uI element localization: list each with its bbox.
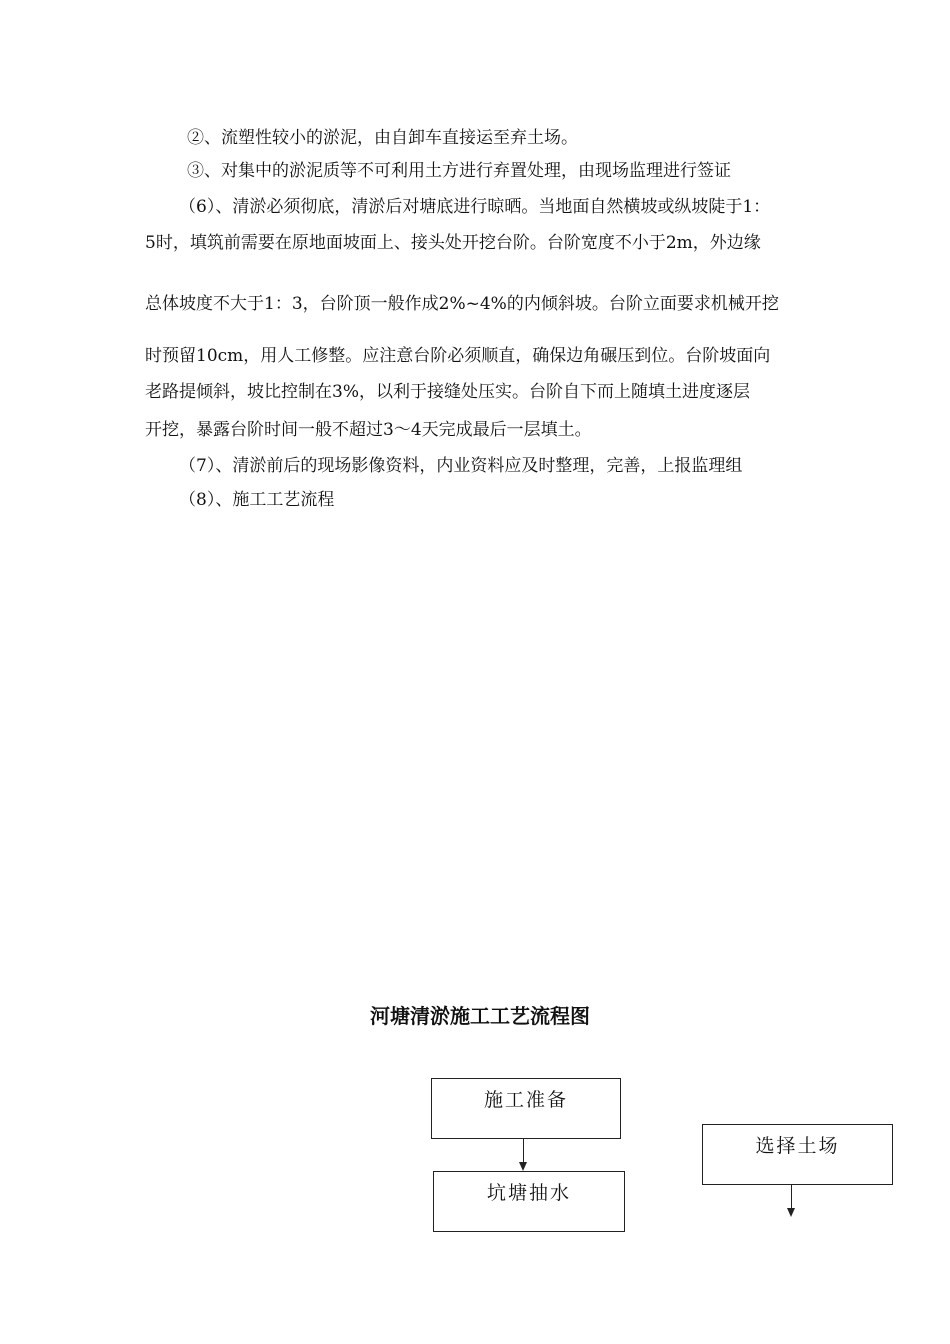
flowchart-title: 河塘清淤施工工艺流程图 (370, 1004, 590, 1028)
paragraph-line-9: （7）、清淤前后的现场影像资料，内业资料应及时整理，完善，上报监理组 (179, 456, 743, 476)
paragraph-line-5: 总体坡度不大于1：3，台阶顶一般作成2%~4%的内倾斜坡。台阶立面要求机械开挖 (145, 294, 779, 314)
paragraph-line-1: ②、流塑性较小的淤泥，由自卸车直接运至弃土场。 (187, 128, 578, 148)
paragraph-line-4: 5时，填筑前需要在原地面坡面上、接头处开挖台阶。台阶宽度不小于2m，外边缘 (145, 233, 761, 253)
flow-step-prepare: 施工准备 (431, 1078, 621, 1139)
flow-step-pump-water: 坑塘抽水 (433, 1171, 625, 1232)
flow-step-select-site: 选择土场 (702, 1124, 893, 1185)
paragraph-line-3: （6）、清淤必须彻底，清淤后对塘底进行晾晒。当地面自然横坡或纵坡陡于1： (179, 197, 771, 217)
paragraph-line-8: 开挖，暴露台阶时间一般不超过3～4天完成最后一层填土。 (145, 420, 592, 440)
paragraph-line-6: 时预留10cm，用人工修整。应注意台阶必须顺直，确保边角碾压到位。台阶坡面向 (145, 346, 771, 366)
flow-connector-1 (523, 1139, 524, 1163)
paragraph-line-2: ③、对集中的淤泥质等不可利用土方进行弃置处理，由现场监理进行签证 (187, 161, 731, 181)
flow-connector-2 (791, 1185, 792, 1209)
paragraph-line-7: 老路提倾斜，坡比控制在3%，以利于接缝处压实。台阶自下而上随填土进度逐层 (145, 382, 750, 402)
arrow-down-icon (519, 1162, 527, 1171)
paragraph-line-10: （8）、施工工艺流程 (179, 490, 335, 510)
arrow-down-icon (787, 1208, 795, 1217)
